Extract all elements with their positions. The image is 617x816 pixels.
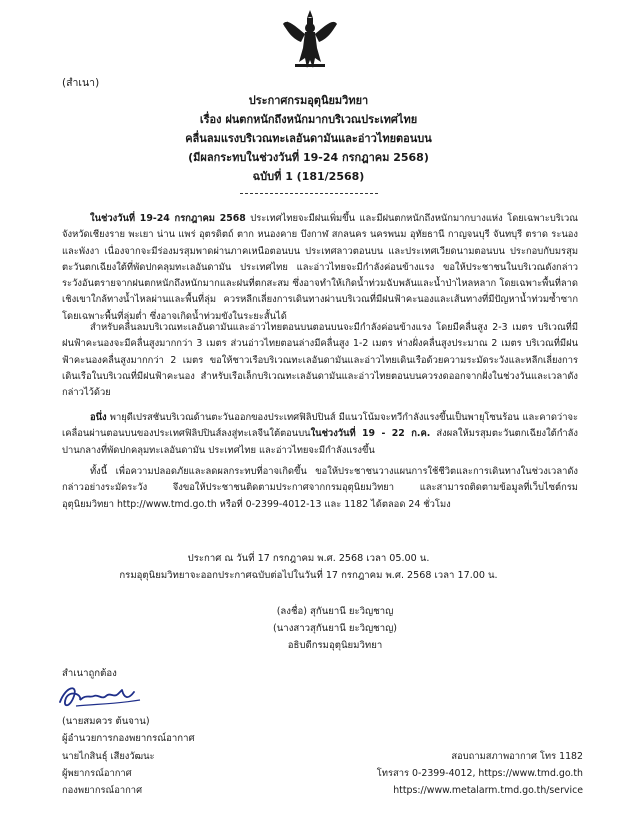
forecaster-block <box>62 748 155 799</box>
certified-copy-label: สำเนาถูกต้อง <box>62 668 117 679</box>
forecaster-division: กองพยากรณ์อากาศ <box>62 785 143 796</box>
announcement-heading <box>0 91 617 186</box>
forecaster-name: นายไกสินธุ์ เสียงวัฒนะ <box>62 751 155 762</box>
contact-hotline: สอบถามสภาพอากาศ โทร 1182 <box>451 751 583 762</box>
announced-date: ประกาศ ณ วันที่ 17 กรกฎาคม พ.ศ. 2568 เวลา 05.00 น. <box>187 553 430 564</box>
next-announcement: กรมอุตุนิยมวิทยาจะออกประกาศฉบับต่อไปในวันที่ 17 กรกฎาคม พ.ศ. 2568 เวลา 17.00 น. <box>119 570 498 581</box>
paragraph-safety-advice <box>62 464 578 513</box>
storm-period-bold: ในช่วงวันที่ 19 - 22 ก.ค. <box>310 428 431 440</box>
rain-period-bold: ในช่วงวันที่ 19-24 กรกฎาคม 2568 <box>90 213 246 224</box>
paragraph-rain-forecast <box>62 211 578 325</box>
certifier-name: (นายสมควร ต้นจาน) <box>62 716 150 727</box>
heading-issue-number: ฉบับที่ 1 (181/2568) <box>252 170 365 183</box>
heading-effective-dates: (มีผลกระทบในช่วงวันที่ 19-24 กรกฎาคม 2568) <box>188 151 429 164</box>
safety-advice-text: ทั้งนี้ เพื่อความปลอดภัยและลดผลกระทบที่อาจเกิดขึ้น ขอให้ประชาชนวางแผนการใช้ชีวิตและการเดินทางในช่วงเวลาดังกล่าวอย่างระมัดระวัง จึงขอให้ประชาชนติดตามประกาศจากกรมอุตุนิยมวิทยา และสามารถติดตามข้อมูลที่เว็บไซต์กรมอุตุนิยมวิทยา http://www.tmd.go.th หรือที่ 0-2399-4012-13 และ 1182 ได้ตลอด 24 ชั่วโมง <box>62 466 578 510</box>
announcement-date-block <box>0 550 617 584</box>
director-name: (นางสาวสุกันยานี ยะวิญชาญ) <box>273 623 397 634</box>
contact-service-link[interactable]: https://www.metalarm.tmd.go.th/service <box>393 785 583 796</box>
garuda-emblem-icon <box>281 8 339 72</box>
contact-fax-web[interactable]: โทรสาร 0-2399-4012, https://www.tmd.go.th <box>376 768 583 779</box>
forecaster-role: ผู้พยากรณ์อากาศ <box>62 768 132 779</box>
director-signed: (ลงชื่อ) สุกันยานี ยะวิญชาญ <box>276 606 394 617</box>
director-title: อธิบดีกรมอุตุนิยมวิทยา <box>287 640 383 651</box>
heading-agency: ประกาศกรมอุตุนิยมวิทยา <box>248 94 369 107</box>
rain-forecast-text: ประเทศไทยจะมีฝนเพิ่มขึ้น และมีฝนตกหนักถึงหนักมากบางแห่ง โดยเฉพาะบริเวณจังหวัดเชียงราย พะเยา น่าน แพร่ อุตรดิตถ์ ตาก หนองคาย บึงกาฬ สกลนคร นครพนม อุทัยธานี กาญจนบุรี จันทบุรี ตราด ระนอง และพังงา เนื่องจากจะมีร่องมรสุมพาดผ่านภาคเหนือตอนบน ประเทศลาวตอนบน และประเทศเวียดนามตอนบน ประกอบกับมรสุมตะวันตกเฉียงใต้ที่พัดปกคลุมทะเลอันดามัน ประเทศไทย และอ่าวไทยจะมีกำลังค่อนข้างแรง ขอให้ประชาชนในบริเวณดังกล่าวระวังอันตรายจากฝนตกหนักถึงหนักมากและฝนที่ตกสะสม ซึ่งอาจทำให้เกิดน้ำท่วมฉับพลันและน้ำป่าไหลหลาก โดยเฉพาะพื้นที่ลาดเชิงเขาใกล้ทางน้ำไหลผ่านและพื้นที่ลุ่ม ควรหลีกเลี่ยงการเดินทางผ่านบริเวณที่มีฝนฟ้าคะนองและเส้นทางที่มีปัญหาน้ำท่วมซ้ำซาก โดยเฉพาะพื้นที่ลุ่มต่ำ ซึ่งอาจเกิดน้ำท่วมขังในระยะสั้นได้ <box>62 213 578 322</box>
wave-warning-text: สำหรับคลื่นลมบริเวณทะเลอันดามันและอ่าวไทยตอนบนตอนบนจะมีกำลังค่อนข้างแรง โดยมีคลื่นสูง 2-3 เมตร บริเวณที่มีฝนฟ้าคะนองจะมีคลื่นสูงมากกว่า 3 เมตร ส่วนอ่าวไทยตอนล่างมีคลื่นสูง 1-2 เมตร ห่างฝั่งคลื่นสูงประมาณ 2 เมตร บริเวณที่มีฝนฟ้าคะนองคลื่นสูงมากกว่า 2 เมตร ขอให้ชาวเรือบริเวณทะเลอันดามันและอ่าวไทยเดินเรือด้วยความระมัดระวังและหลีกเลี่ยงการเดินเรือในบริเวณที่มีฝนฟ้าคะนอง สำหรับเรือเล็กบริเวณทะเลอันดามันและอ่าวไทยตอนบนควรงดออกจากฝั่งในช่วงวันและเวลาดังกล่าวไว้ด้วย <box>62 322 578 399</box>
heading-subject: เรื่อง ฝนตกหนักถึงหนักมากบริเวณประเทศไทย <box>199 113 418 126</box>
heading-divider <box>240 193 378 194</box>
contact-block <box>377 748 583 799</box>
storm-note-text-a: พายุดีเปรสชันบริเวณด้านตะวันออกของประเทศฟิลิปปินส์ มีแนวโน้มจะทวีกำลังแรงขึ้นเป็นพายุโซนร้อน และคาดว่าจะเคลื่อนผ่านตอนบนของประเทศฟิลิปปินส์ลงสู่ทะเลจีนใต้ตอนบน <box>62 412 578 440</box>
director-signature-block <box>260 603 410 654</box>
paragraph-wave-warning <box>62 320 578 401</box>
certifier-block <box>62 713 195 747</box>
heading-subject-2: คลื่นลมแรงบริเวณทะเลอันดามันและอ่าวไทยตอนบน <box>185 132 432 145</box>
storm-note-lead: อนึ่ง <box>90 412 107 423</box>
certifier-title: ผู้อำนวยการกองพยากรณ์อากาศ <box>62 733 195 744</box>
paragraph-storm-note <box>62 410 578 459</box>
storm-note-text-b: ส่งผลให้มรสุมตะวันตกเฉียงใต้กำลังปานกลางที่พัดปกคลุมทะเลอันดามัน ประเทศไทย และอ่าวไทยจะมีกำลังแรงขึ้น <box>62 428 578 456</box>
handwritten-signature-icon <box>56 680 146 712</box>
copy-tag: (สำเนา) <box>62 77 100 89</box>
